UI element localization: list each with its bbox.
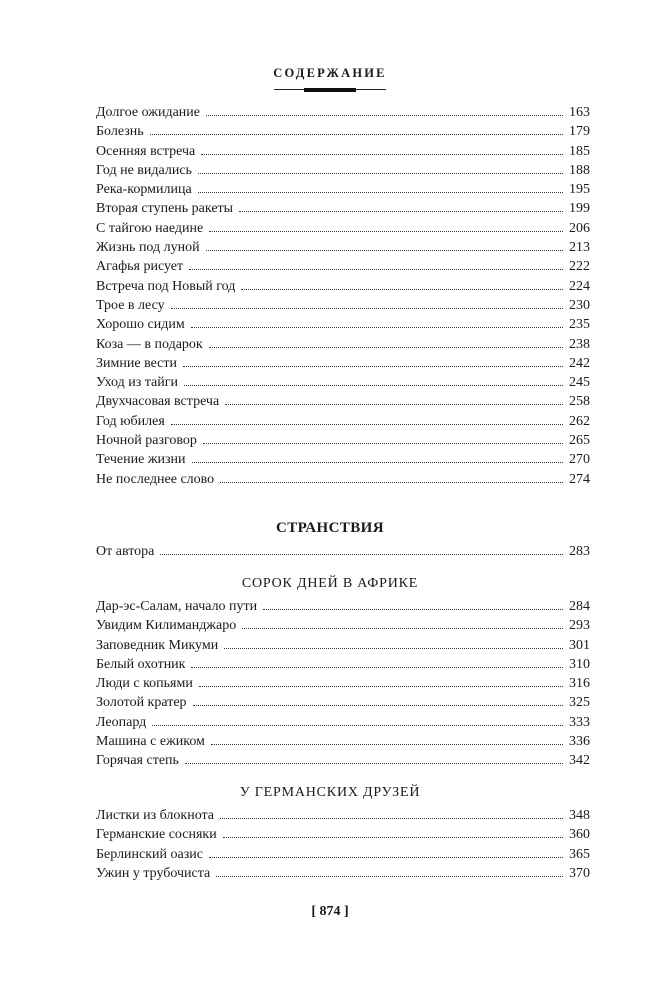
toc-entry-page: 360 (569, 827, 590, 843)
toc-entry-title: Болезнь (96, 124, 144, 140)
dot-leader (191, 667, 563, 668)
toc-entry-title: Люди с копьями (96, 676, 193, 692)
toc-entry (96, 450, 590, 469)
toc-entry-page: 195 (569, 182, 590, 198)
toc-list-africa (96, 597, 590, 771)
toc-entry (96, 103, 590, 122)
toc-entry-title: Год юбилея (96, 413, 165, 429)
toc-entry (96, 373, 590, 392)
dot-leader (171, 424, 563, 425)
running-head-rule-accent (304, 88, 356, 92)
toc-entry-title: Течение жизни (96, 452, 186, 468)
toc-entry-title: От автора (96, 544, 155, 559)
toc-entry (96, 542, 590, 561)
toc-entry-title: Увидим Килиманджаро (96, 618, 237, 634)
toc-entry-title: Двухчасовая встреча (96, 394, 220, 410)
toc-entry (96, 122, 590, 141)
dot-leader (242, 628, 563, 629)
toc-entry-title: Зимние вести (96, 355, 177, 371)
dot-leader (189, 269, 563, 270)
toc-entry (96, 315, 590, 334)
toc-entry-page: 333 (569, 714, 590, 730)
toc-entry (96, 674, 590, 693)
toc-entry-title: Золотой кратер (96, 695, 187, 711)
toc-entry-title: Встреча под Новый год (96, 278, 236, 294)
toc-entry-title: Германские сосняки (96, 827, 217, 843)
dot-leader (160, 554, 563, 555)
toc-entry-page: 235 (569, 317, 590, 333)
toc-entry (96, 335, 590, 354)
toc-entry-page: 179 (569, 124, 590, 140)
dot-leader (225, 404, 563, 405)
dot-leader (206, 115, 563, 116)
toc-entry (96, 431, 590, 450)
toc-entry (96, 845, 590, 864)
toc-entry-title: Хорошо сидим (96, 317, 185, 333)
toc-entry (96, 199, 590, 218)
toc-entry-page: 284 (569, 599, 590, 614)
toc-entry-title: Трое в лесу (96, 297, 165, 313)
toc-entry-title: Коза — в подарок (96, 336, 203, 352)
toc-entry-title: Уход из тайги (96, 375, 178, 391)
toc-entry (96, 713, 590, 732)
toc-entry-title: Белый охотник (96, 656, 186, 672)
toc-entry-title: Листки из блокнота (96, 808, 215, 823)
dot-leader (193, 705, 563, 706)
toc-entry-page: 242 (569, 355, 590, 371)
dot-leader (203, 443, 563, 444)
toc-entry-page: 238 (569, 336, 590, 352)
toc-entry-page: 188 (569, 162, 590, 178)
toc-entry-page: 301 (569, 637, 590, 653)
toc-entry-title: Жизнь под луной (96, 240, 200, 256)
toc-entry (96, 277, 590, 296)
dot-leader (263, 609, 563, 610)
toc-entry-page: 163 (569, 105, 590, 120)
toc-entry-title: Осенняя встреча (96, 143, 196, 159)
toc-entry (96, 751, 590, 770)
dot-leader (198, 192, 563, 193)
toc-entry-page: 199 (569, 201, 590, 217)
toc-entry-title: С тайгою наедине (96, 220, 204, 236)
toc-entry-page: 245 (569, 375, 590, 391)
toc-entry-page: 270 (569, 452, 590, 468)
dot-leader (209, 347, 563, 348)
toc-entry (96, 864, 590, 883)
toc-entry-title: Год не видались (96, 162, 192, 178)
section-heading-wanderings: СТРАНСТВИЯ (276, 520, 384, 536)
toc-entry (96, 636, 590, 655)
toc-entry-title: Не последнее слово (96, 471, 215, 487)
toc-entry-title: Горячая степь (96, 753, 179, 769)
toc-entry-title: Дар-эс-Салам, начало пути (96, 599, 258, 614)
toc-entry-page: 283 (569, 544, 590, 559)
dot-leader (241, 289, 563, 290)
toc-entry (96, 142, 590, 161)
dot-leader (216, 876, 563, 877)
toc-entry-page: 213 (569, 240, 590, 256)
dot-leader (185, 763, 563, 764)
section-heading-africa: СОРОК ДНЕЙ В АФРИКЕ (241, 576, 419, 591)
toc-entry-title: Река-кормилица (96, 182, 192, 198)
dot-leader (201, 154, 563, 155)
toc-entry-page: 342 (569, 753, 590, 769)
toc-entry-page: 230 (569, 297, 590, 313)
toc-entry-title: Ужин у трубочиста (96, 865, 211, 881)
toc-entry (96, 238, 590, 257)
dot-leader (220, 482, 563, 483)
dot-leader (223, 837, 563, 838)
dot-leader (171, 308, 563, 309)
toc-entry (96, 825, 590, 844)
toc-entry-title: Ночной разговор (96, 433, 197, 449)
dot-leader (192, 462, 563, 463)
dot-leader (199, 686, 563, 687)
dot-leader (224, 648, 563, 649)
toc-entry-page: 222 (569, 259, 590, 275)
toc-entry-page: 265 (569, 433, 590, 449)
toc-entry-page: 258 (569, 394, 590, 410)
running-head: СОДЕРЖАНИЕ (273, 66, 387, 80)
dot-leader (209, 857, 563, 858)
toc-entry-page: 348 (569, 808, 590, 823)
page-number: [ 874 ] (311, 904, 349, 919)
toc-entry-title: Долгое ожидание (96, 105, 200, 120)
section-heading-germany: У ГЕРМАНСКИХ ДРУЗЕЙ (239, 785, 421, 800)
toc-entry (96, 616, 590, 635)
toc-entry-page: 310 (569, 656, 590, 672)
toc-entry-title: Заповедник Микуми (96, 637, 219, 653)
toc-entry (96, 354, 590, 373)
toc-entry (96, 470, 590, 489)
toc-list-germany (96, 806, 590, 883)
toc-entry (96, 161, 590, 180)
toc-entry (96, 392, 590, 411)
dot-leader (209, 231, 563, 232)
toc-entry (96, 296, 590, 315)
toc-entry-title: Леопард (96, 714, 147, 730)
toc-entry-page: 325 (569, 695, 590, 711)
toc-entry (96, 219, 590, 238)
dot-leader (183, 366, 563, 367)
toc-entry-page: 185 (569, 143, 590, 159)
toc-entry (96, 693, 590, 712)
toc-entry-page: 365 (569, 846, 590, 862)
toc-entry-page: 336 (569, 734, 590, 750)
toc-entry (96, 597, 590, 616)
toc-entry (96, 257, 590, 276)
toc-entry-title: Вторая ступень ракеты (96, 201, 234, 217)
toc-entry-page: 370 (569, 865, 590, 881)
toc-entry-title: Машина с ежиком (96, 734, 205, 750)
toc-list-wanderings (96, 542, 590, 561)
toc-list-part1 (96, 103, 590, 489)
dot-leader (198, 173, 563, 174)
toc-entry-page: 262 (569, 413, 590, 429)
toc-entry (96, 180, 590, 199)
dot-leader (211, 744, 563, 745)
toc-entry (96, 806, 590, 825)
toc-entry (96, 655, 590, 674)
toc-entry (96, 412, 590, 431)
toc-entry-page: 274 (569, 471, 590, 487)
dot-leader (150, 134, 563, 135)
dot-leader (220, 818, 563, 819)
dot-leader (152, 725, 563, 726)
toc-entry-page: 206 (569, 220, 590, 236)
toc-entry-title: Агафья рисует (96, 259, 184, 275)
dot-leader (184, 385, 563, 386)
dot-leader (206, 250, 563, 251)
toc-entry (96, 732, 590, 751)
toc-entry-title: Берлинский оазис (96, 846, 203, 862)
toc-entry-page: 293 (569, 618, 590, 634)
dot-leader (191, 327, 563, 328)
toc-entry-page: 224 (569, 278, 590, 294)
toc-entry-page: 316 (569, 676, 590, 692)
dot-leader (239, 211, 563, 212)
